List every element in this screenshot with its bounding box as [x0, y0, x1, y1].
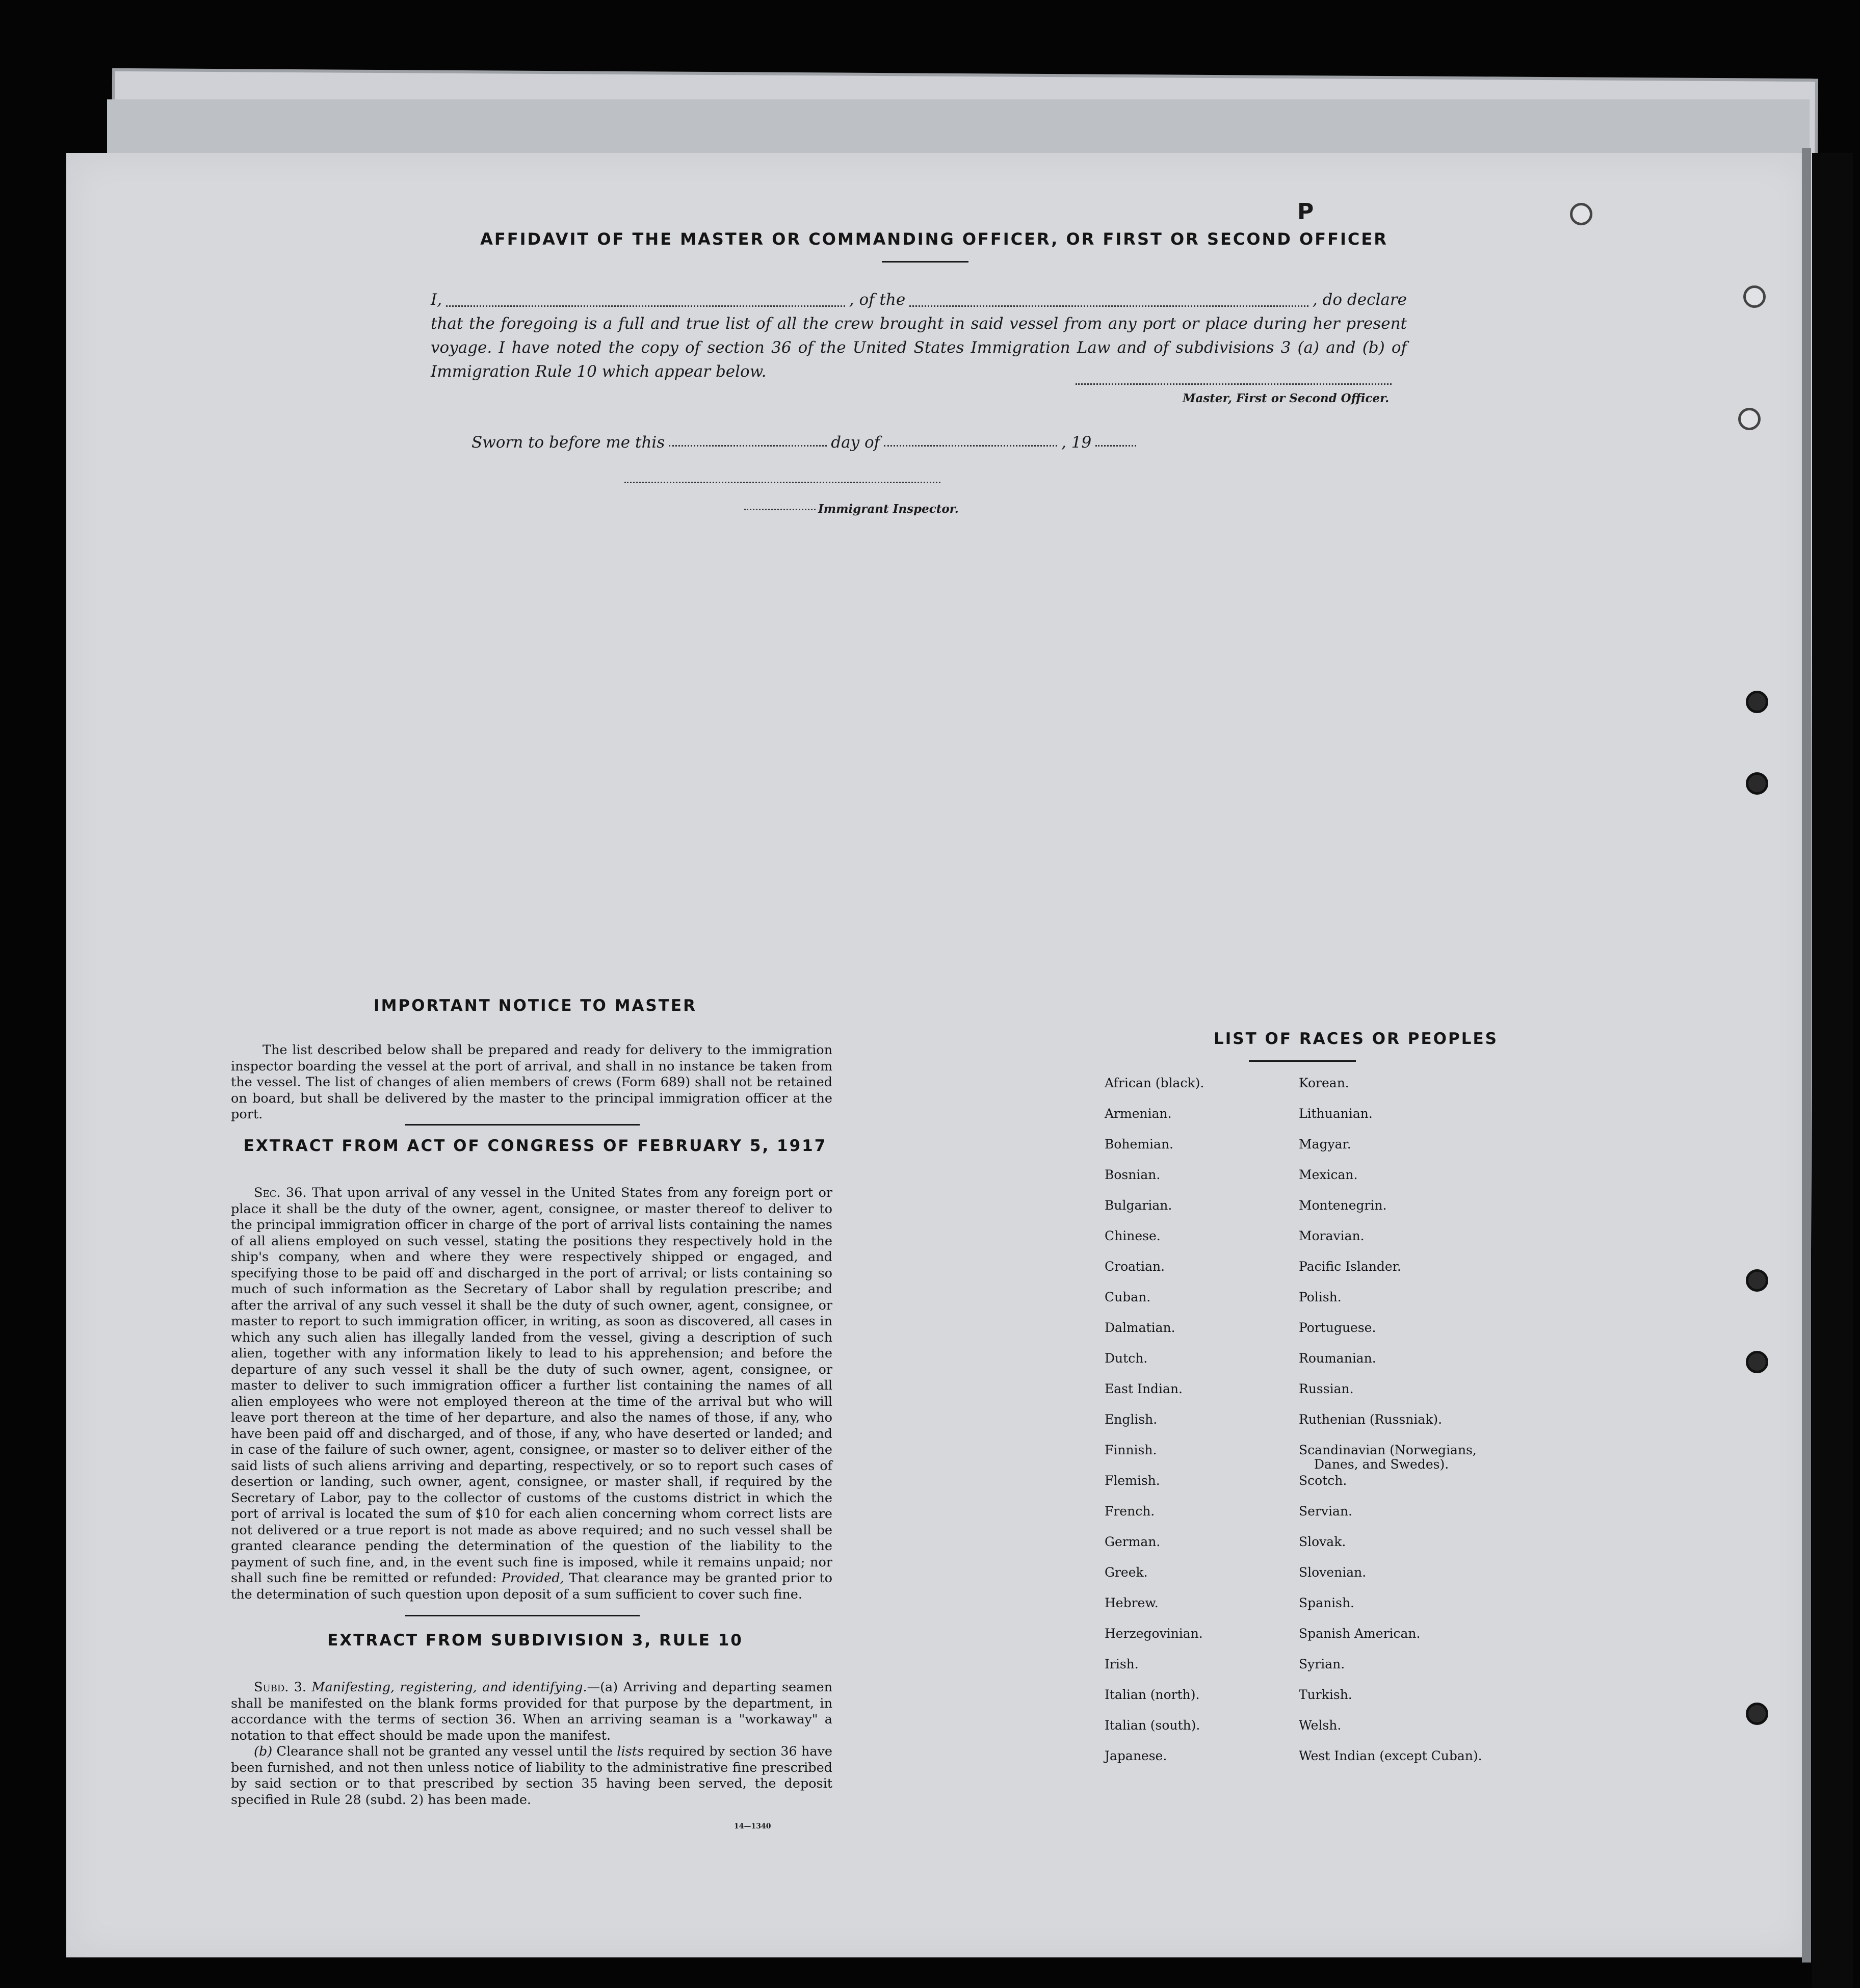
binder-hole	[1746, 1351, 1768, 1373]
race-item: Turkish.	[1299, 1687, 1352, 1702]
corner-mark: P	[1297, 199, 1314, 225]
para-a-label: —(a)	[587, 1680, 618, 1695]
rule-paragraph-a	[231, 1680, 832, 1744]
act-body-end: That clearance may be granted prior to the determination of such question upon deposit of a sum sufficient to cover such fine.	[231, 1571, 833, 1602]
race-item: Magyar.	[1299, 1137, 1351, 1152]
race-item: Italian (south).	[1105, 1718, 1200, 1733]
race-item: Spanish.	[1299, 1595, 1355, 1610]
race-item: Irish.	[1105, 1657, 1139, 1671]
para-b-lists: lists	[617, 1744, 644, 1759]
race-item: Danes, and Swedes).	[1314, 1457, 1449, 1472]
affidavit-i: I,	[431, 291, 442, 309]
race-item: Chinese.	[1105, 1228, 1161, 1243]
affidavit-body: that the foregoing is a full and true list of all the crew brought in said vessel from any port or place during her present voyage. I have noted the copy of section 36 of the United States Immigration Law and of subdivisions 3 (a) and (b) of Immigration Rule 10 which appear below.	[431, 315, 1407, 381]
inspector-signature-line	[624, 482, 940, 483]
section-label: Sec. 36.	[254, 1185, 307, 1200]
race-item: French.	[1105, 1504, 1155, 1519]
master-signature-label: Master, First or Second Officer.	[1183, 391, 1390, 405]
page-edge	[1802, 148, 1811, 1963]
provided-label: Provided,	[501, 1571, 564, 1586]
act-paragraph	[231, 1185, 832, 1603]
race-item: English.	[1105, 1412, 1158, 1427]
para-b-text-1: Clearance shall not be granted any vessel until the	[276, 1744, 613, 1759]
race-item: Scotch.	[1299, 1473, 1347, 1488]
race-item: African (black).	[1105, 1076, 1204, 1090]
year-blank	[1095, 445, 1136, 447]
day-of-text: day of	[831, 433, 880, 452]
race-item: Slovenian.	[1299, 1565, 1367, 1580]
notice-text	[231, 1042, 832, 1123]
month-blank	[884, 445, 1057, 447]
binder-hole	[1746, 1703, 1768, 1725]
race-item: Dutch.	[1105, 1351, 1148, 1366]
affidavit-text	[431, 288, 1407, 384]
para-a-text: Arriving and departing seamen shall be manifested on the blank forms provided for that purpose by the department, in accordance with the terms of section 36. When an arriving seaman is a "workaway" a notation to that effect should be made upon the manifest.	[231, 1680, 832, 1743]
race-item: Greek.	[1105, 1565, 1148, 1580]
binder-hole	[1743, 285, 1766, 308]
race-item: Roumanian.	[1299, 1351, 1376, 1366]
race-item: Finnish.	[1105, 1443, 1157, 1457]
act-extract-title: EXTRACT FROM ACT OF CONGRESS OF FEBRUARY 5, 1917	[243, 1137, 827, 1155]
sworn-line	[471, 433, 1140, 452]
affidavit-of-the: , of the	[849, 291, 906, 309]
race-item: Slovak.	[1299, 1534, 1346, 1549]
races-right-column	[1299, 1076, 1615, 1789]
binder-hole	[1570, 203, 1592, 225]
race-item: Korean.	[1299, 1076, 1349, 1090]
rule-extract-title: EXTRACT FROM SUBDIVISION 3, RULE 10	[327, 1631, 743, 1650]
race-item: Croatian.	[1105, 1259, 1165, 1274]
binder-hole	[1746, 1269, 1768, 1292]
race-item: Bosnian.	[1105, 1167, 1161, 1182]
race-item: Flemish.	[1105, 1473, 1160, 1488]
act-extract-text	[231, 1185, 832, 1603]
binding-strip	[1812, 153, 1853, 1988]
race-item: Scandinavian (Norwegians,	[1299, 1443, 1477, 1457]
race-item: Bulgarian.	[1105, 1198, 1172, 1213]
race-item: Servian.	[1299, 1504, 1352, 1519]
notice-paragraph: The list described below shall be prepared and ready for delivery to the immigration inspector boarding the vessel at the port of arrival, and shall in no instance be taken from the vessel. The list of changes of alien members of crews (Form 689) shall not be retained on board, but shall be delivered by the master to the principal immigration officer at the port.	[231, 1042, 832, 1122]
vessel-blank	[909, 305, 1308, 307]
affidavit-title: AFFIDAVIT OF THE MASTER OR COMMANDING OFFICER, OR FIRST OR SECOND OFFICER	[480, 229, 1388, 249]
race-item: Lithuanian.	[1299, 1106, 1373, 1121]
notice-title: IMPORTANT NOTICE TO MASTER	[374, 997, 697, 1015]
race-item: Hebrew.	[1105, 1595, 1159, 1610]
binder-hole	[1738, 408, 1761, 430]
sworn-text: Sworn to before me this	[471, 433, 665, 452]
races-left-column	[1105, 1076, 1298, 1789]
year-prefix: , 19	[1061, 433, 1092, 452]
race-item: Polish.	[1299, 1290, 1342, 1304]
subdivision-heading: Manifesting, registering, and identifying.	[311, 1680, 587, 1695]
race-item: East Indian.	[1105, 1381, 1183, 1396]
title-rule	[882, 261, 968, 263]
race-item: Armenian.	[1105, 1106, 1172, 1121]
race-item: Moravian.	[1299, 1228, 1365, 1243]
race-item: Syrian.	[1299, 1657, 1345, 1671]
section-rule	[405, 1615, 640, 1616]
race-item: Russian.	[1299, 1381, 1354, 1396]
binder-hole	[1746, 691, 1768, 713]
inspector-label: Immigrant Inspector.	[818, 502, 959, 516]
race-item: Mexican.	[1299, 1167, 1358, 1182]
affidavit-do-declare: , do declare	[1312, 291, 1407, 309]
rule-extract-text	[231, 1680, 832, 1808]
day-blank	[669, 445, 827, 447]
rule-paragraph-b	[231, 1744, 832, 1808]
inspector-signature-line-2	[744, 509, 816, 510]
race-item: Herzegovinian.	[1105, 1626, 1203, 1641]
race-item: Spanish American.	[1299, 1626, 1421, 1641]
para-b-label: (b)	[254, 1744, 273, 1759]
race-item: Pacific Islander.	[1299, 1259, 1401, 1274]
race-item: Dalmatian.	[1105, 1320, 1175, 1335]
para-b-text-2: required by section 36 have been furnished, and not then unless notice of liability to the administrative fine prescribed by said section or to that prescribed by section 35 having been served, the deposit specified in Rule 28 (subd. 2) has been made.	[231, 1744, 833, 1808]
race-item: Bohemian.	[1105, 1137, 1173, 1152]
race-item: Montenegrin.	[1299, 1198, 1387, 1213]
race-item: Italian (north).	[1105, 1687, 1200, 1702]
races-rule	[1249, 1060, 1356, 1062]
race-item: Welsh.	[1299, 1718, 1342, 1733]
race-item: West Indian (except Cuban).	[1299, 1748, 1482, 1763]
act-body: That upon arrival of any vessel in the United States from any foreign port or place it shall be the duty of the owner, agent, consignee, or master thereof to deliver to the principal immigration officer in charge of the port of arrival lists containing the names of all aliens employed on such vessel, stating the positions they respectively hold in the ship's company, when and where they were respectively shipped or engaged, and specifying those to be paid off and discharged in the port of arrival; or lists containing so much of such information as the Secretary of Labor shall by regulation prescribe; and after the arrival of any such vessel it shall be the duty of such owner, agent, consignee, or master to report to such immigration officer, in writing, as soon as discovered, all cases in which any such alien has illegally landed from the vessel, giving a description of such alien, together with any information likely to lead to his apprehension; and before the departure of any such vessel it shall be the duty of such owner, agent, consignee, or master to deliver to such immigration officer a further list containing the names of all alien employees who were not employed thereon at the time of the arrival but who will leave port thereon at the time of her departure, and also the names of those, if any, who have been paid off and discharged, and of those, if any, who have deserted or landed; and in case of the failure of such owner, agent, consignee, or master so to deliver either of the said lists of such aliens arriving and departing, respectively, or so to report such cases of desertion or landing, such owner, agent, consignee, or master shall, if required by the Secretary of Labor, pay to the collector of customs of the customs district in which the port of arrival is located the sum of $10 for each alien concerning whom correct lists are not delivered or a true report is not made as above required; and no such vessel shall be granted clearance pending the determination of the question of the liability to the payment of such fine, and, in the event such fine is imposed, while it remains unpaid; nor shall such fine be remitted or refunded:	[231, 1185, 832, 1586]
race-item: Cuban.	[1105, 1290, 1151, 1304]
subdivision-label: Subd. 3.	[254, 1680, 307, 1695]
race-item: Ruthenian (Russniak).	[1299, 1412, 1443, 1427]
section-rule	[405, 1124, 640, 1126]
name-blank	[446, 305, 845, 307]
race-item: Japanese.	[1105, 1748, 1167, 1763]
form-number: 14—1340	[734, 1822, 771, 1830]
races-title: LIST OF RACES OR PEOPLES	[1213, 1030, 1499, 1048]
race-item: Portuguese.	[1299, 1320, 1376, 1335]
binder-hole	[1746, 772, 1768, 795]
master-signature-line	[1076, 383, 1392, 385]
race-item: German.	[1105, 1534, 1161, 1549]
